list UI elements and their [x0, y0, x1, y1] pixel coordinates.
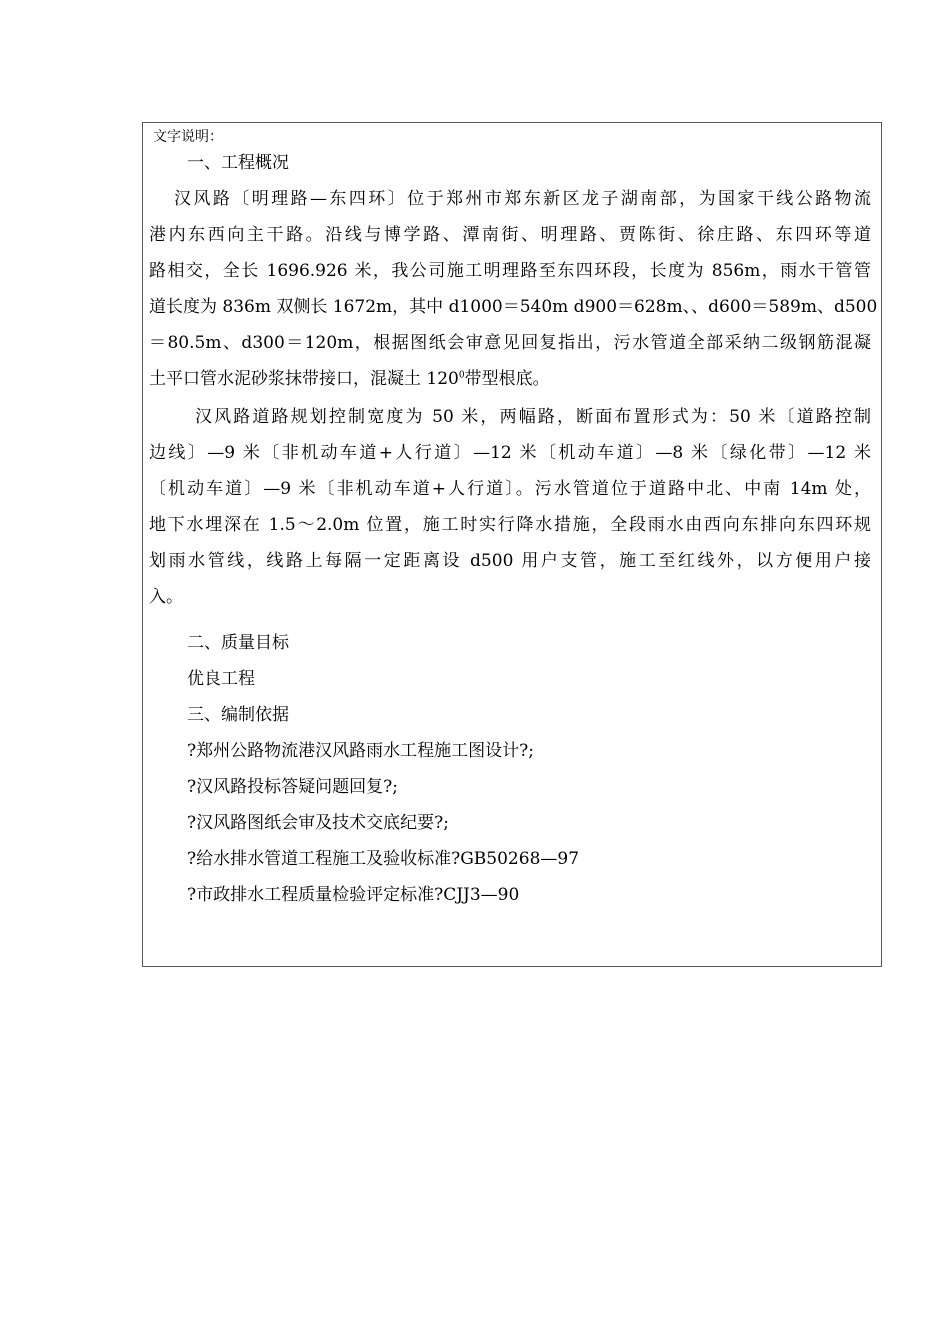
section2-content: 优良工程	[187, 669, 255, 689]
para2-line-3: 〔机动车道〕—9 米〔非机动车道+人行道〕。污水管道位于道路中北、中南 14m 处，	[149, 479, 871, 499]
degree-superscript: 0	[458, 370, 465, 381]
para2-line-1: 汉风路道路规划控制宽度为 50 米，两幅路，断面布置形式为：50 米〔道路控制	[195, 407, 871, 427]
para1-line-6	[143, 367, 881, 391]
section2-heading: 二、质量目标	[187, 633, 289, 653]
para1-line-5: ＝80.5m、d300＝120m，根据图纸会审意见回复指出，污水管道全部采纳二级钢筋混凝	[149, 333, 871, 353]
section3-heading: 三、编制依据	[187, 705, 289, 725]
para1-line-3: 路相交，全长 1696.926 米，我公司施工明理路至东四环段，长度为 856m，雨水干管管	[149, 261, 871, 281]
para2-line-6: 入。	[149, 587, 183, 607]
reference-item: ?汉风路投标答疑问题回复?;	[187, 777, 398, 797]
reference-item: ?给水排水管道工程施工及验收标准?GB50268—97	[187, 849, 580, 869]
para2-line-5: 划雨水管线，线路上每隔一定距离设 d500 用户支管，施工至红线外，以方便用户接	[149, 551, 871, 571]
para2-line-2: 边线〕—9 米〔非机动车道+人行道〕—12 米〔机动车道〕—8 米〔绿化带〕—12 米	[149, 443, 871, 463]
description-label: 文字说明：	[153, 129, 223, 145]
reference-item: ?汉风路图纸会审及技术交底纪要?;	[187, 813, 449, 833]
section1-heading: 一、工程概况	[187, 153, 289, 173]
para1-last-text: 土平口管水泥砂浆抹带接口，混凝土 120	[149, 369, 459, 389]
para1-last-text-end: 带型根底。	[464, 369, 550, 389]
reference-item: ?市政排水工程质量检验评定标准?CJJ3—90	[187, 885, 520, 905]
para1-line-4: 道长度为 836m 双侧长 1672m，其中 d1000＝540m d900＝628m、、d600＝589m、d500	[149, 297, 878, 317]
para1-line-1: 汉风路〔明理路—东四环〕位于郑州市郑东新区龙子湖南部，为国家干线公路物流	[174, 189, 871, 209]
para2-line-4: 地下水埋深在 1.5～2.0m 位置，施工时实行降水措施，全段雨水由西向东排向东四环规	[149, 515, 871, 535]
reference-item: ?郑州公路物流港汉风路雨水工程施工图设计?;	[187, 741, 534, 761]
para1-line-2: 港内东西向主干路。沿线与博学路、潭南街、明理路、贾陈街、徐庄路、东四环等道	[149, 225, 871, 245]
text-description-box	[142, 122, 882, 967]
